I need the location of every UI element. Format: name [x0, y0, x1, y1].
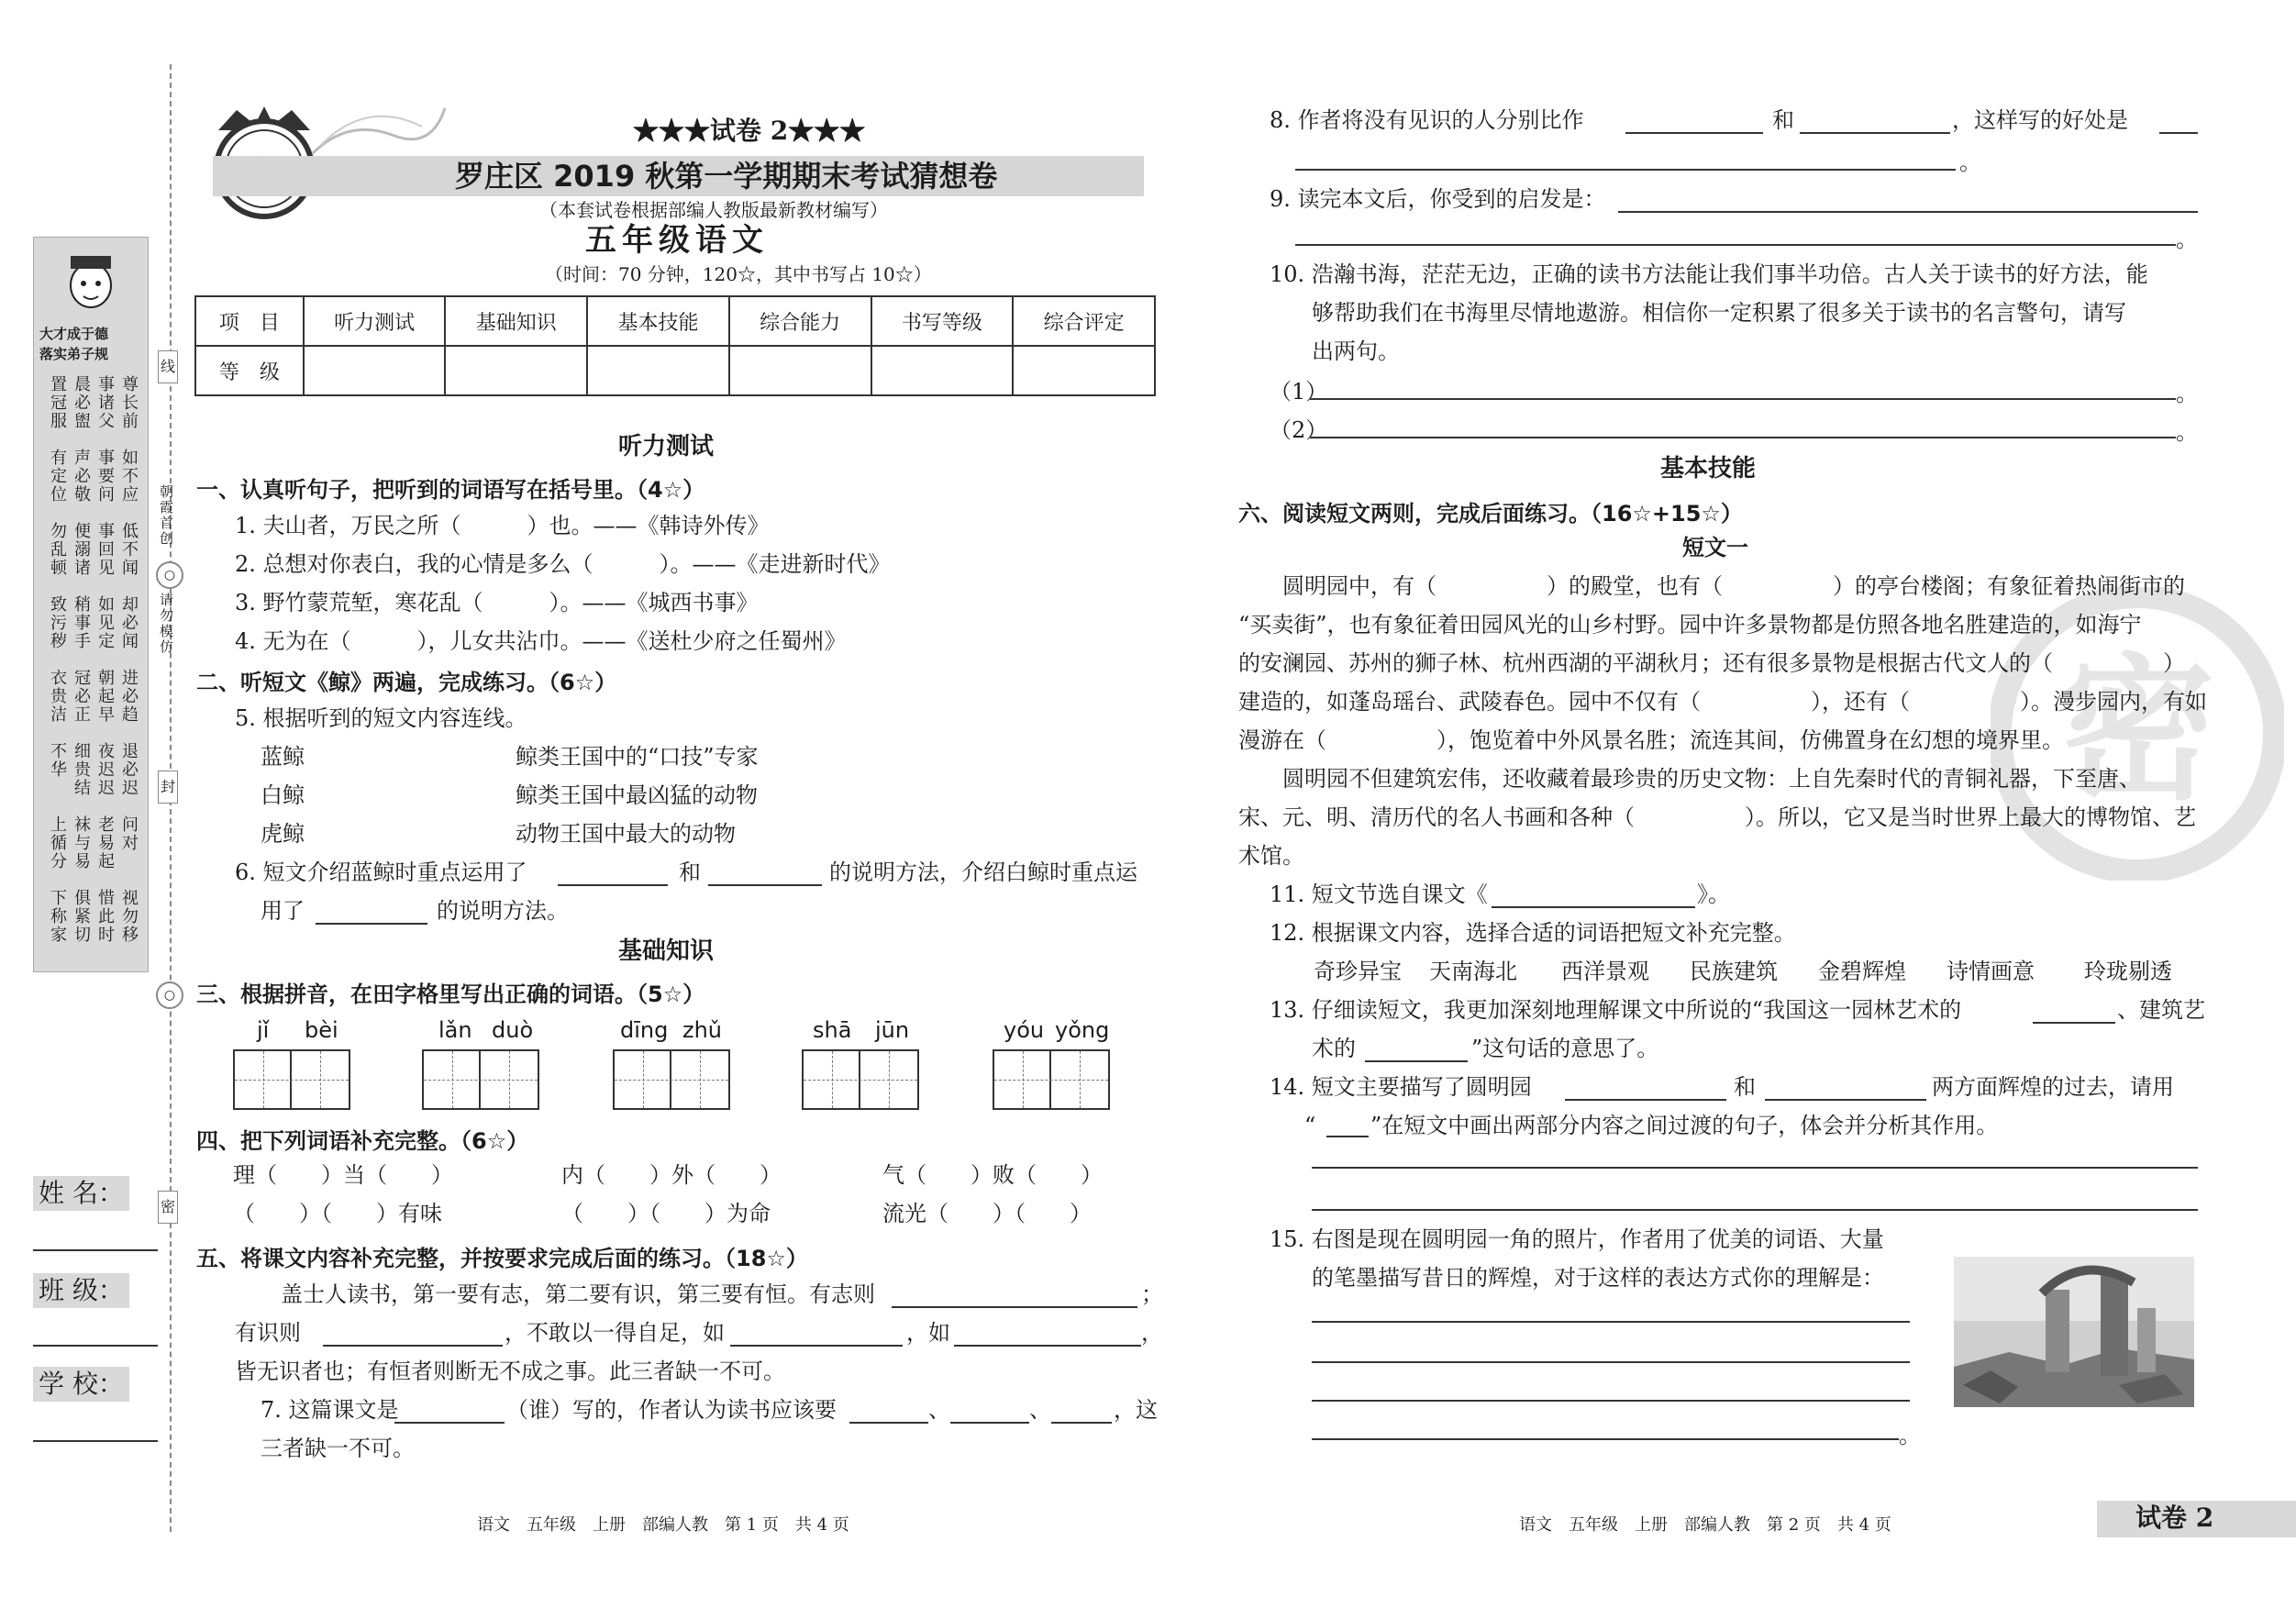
q11-blank[interactable] — [1492, 906, 1695, 908]
q14-quote-open: “ — [1304, 1113, 1316, 1138]
strip-text-column: 勿乱顿 — [48, 522, 67, 577]
strip-text-column: 低不闻 — [119, 522, 139, 577]
q13-text: 术的 — [1312, 1036, 1356, 1061]
paper-tag: 试卷 2 — [2135, 1503, 2214, 1533]
seal-mark-nocopy: 请勿模仿 — [158, 593, 174, 655]
q13-text: 、建筑艺 — [2117, 997, 2205, 1023]
q4-item[interactable]: 理（ ）当（ ） — [233, 1162, 453, 1188]
seal-mark-seal: 封 — [158, 771, 178, 804]
q8-answer-line[interactable] — [1295, 169, 1956, 171]
pinyin: zhǔ — [682, 1017, 723, 1043]
name-field[interactable] — [33, 1249, 158, 1251]
q8-and: 和 — [1772, 107, 1794, 133]
q14-blank[interactable] — [1565, 1099, 1726, 1101]
yuanmingyuan-ruins-photo — [1954, 1257, 2194, 1407]
q8-text: ，这样写的好处是 — [1952, 107, 2128, 133]
passage2-line: 宋、元、明、清历代的名人书画和各种（ ）。所以，它又是当时世界上最大的博物馆、艺 — [1238, 804, 2196, 830]
passage-blank[interactable] — [323, 1345, 503, 1347]
watermark-text: 密 — [2058, 640, 2216, 822]
q10-text: 出两句。 — [1312, 338, 1400, 364]
q14-text: 两方面辉煌的过去，请用 — [1932, 1074, 2174, 1100]
strip-text-block — [34, 375, 148, 962]
score-table — [194, 295, 1156, 396]
strip-text-column: 朝起早 — [95, 669, 115, 724]
q8-blank[interactable] — [1800, 132, 1950, 134]
passage1-title: 短文一 — [1682, 535, 1748, 560]
grade-cell[interactable] — [1013, 346, 1155, 395]
motto-line-2: 落实弟子规 — [39, 346, 109, 362]
q12-word-option[interactable]: 金碧辉煌 — [1818, 959, 1906, 984]
seal-mark-original: 朝霞首创 — [158, 484, 174, 547]
q14-answer-line[interactable] — [1312, 1209, 2198, 1211]
pinyin: shā — [813, 1017, 852, 1043]
seal-mark-line: 线 — [158, 350, 178, 383]
q6-and: 和 — [679, 859, 701, 885]
q7-text: 7. 这篇课文是 — [261, 1397, 399, 1423]
score-header-cell: 书写等级 — [871, 296, 1014, 346]
q14-text: 14. 短文主要描写了圆明园 — [1270, 1074, 1532, 1100]
score-header-cell: 综合能力 — [729, 296, 871, 346]
section-skills: 基本技能 — [1660, 455, 1757, 482]
q4-item[interactable]: （ ）（ ）为命 — [561, 1201, 771, 1226]
q12-word-option[interactable]: 天南海北 — [1429, 959, 1517, 984]
tianzige-grid[interactable] — [233, 1049, 350, 1110]
passage-text: ，如 — [906, 1320, 950, 1346]
q4-heading: 四、把下列词语补充完整。（6☆） — [196, 1128, 529, 1154]
strip-text-column: 如见定 — [95, 595, 115, 650]
grade-subject: 五年级语文 — [585, 222, 769, 259]
grade-cell[interactable] — [871, 346, 1014, 395]
grade-cell[interactable] — [445, 346, 587, 395]
q8-blank[interactable] — [2159, 132, 2198, 134]
q6-blank[interactable] — [316, 923, 427, 925]
pinyin: dīng — [620, 1017, 669, 1043]
strip-text-column: 不华 — [48, 742, 67, 779]
q14-blank[interactable] — [1765, 1099, 1926, 1101]
score-header-row — [195, 296, 1155, 346]
strip-text-column: 衣贵洁 — [48, 669, 67, 724]
whale-name[interactable]: 白鲸 — [261, 782, 305, 808]
grade-cell[interactable] — [587, 346, 729, 395]
passage-text: 盖士人读书，第一要有志，第二要有识，第三要有恒。有志则 — [281, 1281, 875, 1307]
q13-blank[interactable] — [1365, 1060, 1468, 1062]
strip-text-column: 俱紧切 — [72, 889, 91, 944]
q13-blank[interactable] — [2033, 1022, 2115, 1024]
q7-separator: 、 — [1029, 1397, 1051, 1423]
q1-heading: 一、认真听句子，把听到的词语写在括号里。（4☆） — [196, 477, 705, 503]
q12-word-option[interactable]: 玲珑剔透 — [2084, 959, 2172, 984]
q13-text: 13. 仔细读短文，我更加深刻地理解课文中所说的“我国这一园林艺术的 — [1270, 997, 1962, 1023]
q1-item: 4. 无为在（ ），儿女共沾巾。——《送杜少府之任蜀州》 — [235, 628, 847, 654]
q3-heading: 三、根据拼音，在田字格里写出正确的词语。（5☆） — [196, 981, 705, 1007]
q7-separator: 、 — [928, 1397, 950, 1423]
q4-item[interactable]: 流光（ ）（ ） — [882, 1201, 1092, 1226]
passage1-line: 漫游在（ ），饱览着中外风景名胜；流连其间，仿佛置身在幻想的境界里。 — [1238, 727, 2064, 753]
strip-text-column: 老易起 — [95, 815, 115, 871]
tianzige-grid[interactable] — [993, 1049, 1110, 1110]
passage-text: 皆无识者也；有恒者则断无不成之事。此三者缺一不可。 — [235, 1359, 785, 1384]
q15-period: 。 — [1899, 1423, 1921, 1448]
q4-item[interactable]: 气（ ）败（ ） — [882, 1162, 1103, 1188]
passage2-line: 术馆。 — [1238, 843, 1304, 869]
q15-answer-line[interactable] — [1312, 1321, 1910, 1323]
q6-text: 的说明方法。 — [437, 898, 569, 924]
q12-word-option[interactable]: 奇珍异宝 — [1314, 959, 1402, 984]
strip-text-column: 问对 — [119, 815, 139, 852]
grade-cell[interactable] — [304, 346, 446, 395]
q10-period: 。 — [2176, 419, 2198, 445]
q5-text: 5. 根据听到的短文内容连线。 — [235, 705, 527, 731]
q10-text: 10. 浩瀚书海，茫茫无边，正确的读书方法能让我们事半功倍。古人关于读书的好方法，能 — [1270, 261, 2148, 287]
q9-answer-line[interactable] — [1618, 211, 2198, 213]
tianzige-grid[interactable] — [422, 1049, 539, 1110]
strip-text-column: 进必趋 — [119, 669, 139, 724]
class-label: 班 级： — [33, 1273, 129, 1308]
strip-text-column: 冠必正 — [72, 669, 91, 724]
whale-description[interactable]: 鲸类王国中最凶猛的动物 — [516, 782, 758, 808]
strip-text-column: 袜与易 — [72, 815, 91, 871]
strip-text-column: 稍事手 — [72, 595, 91, 650]
section-listening: 听力测试 — [618, 433, 715, 460]
score-grade-row — [195, 346, 1155, 395]
pinyin: duò — [492, 1017, 534, 1043]
q5sec-heading: 五、将课文内容补充完整，并按要求完成后面的练习。（18☆） — [196, 1246, 808, 1271]
whale-description[interactable]: 鲸类王国中的“口技”专家 — [516, 744, 759, 770]
q15-text: 15. 右图是现在圆明园一角的照片，作者用了优美的词语、大量 — [1270, 1226, 1884, 1252]
time-note: （时间：70 分钟，120☆，其中书写占 10☆） — [545, 263, 932, 285]
q12-word-option[interactable]: 西洋景观 — [1561, 959, 1649, 984]
strip-text-column: 尊长前 — [119, 375, 139, 430]
grade-row-label: 等 级 — [195, 346, 304, 395]
strip-text-column: 置冠服 — [48, 375, 67, 430]
q1-item: 2. 总想对你表白，我的心情是多么（ ）。——《走进新时代》 — [235, 551, 891, 577]
q9-text: 9. 读完本文后，你受到的启发是： — [1270, 186, 1606, 212]
pinyin: yóu — [1004, 1017, 1045, 1043]
score-header-cell: 基本技能 — [587, 296, 729, 346]
q1-item: 3. 野竹蒙荒堑，寒花乱（ ）。——《城西书事》 — [235, 590, 759, 616]
q6-text: 6. 短文介绍蓝鲸时重点运用了 — [235, 859, 527, 885]
strip-text-column: 如不应 — [119, 449, 139, 504]
q9-period: 。 — [2176, 227, 2198, 252]
q1-item: 1. 夫山者，万民之所（ ）也。——《韩诗外传》 — [235, 513, 770, 538]
passage-text: 有识则 — [235, 1320, 301, 1346]
motto-line-1: 大才成于德 — [39, 326, 109, 342]
passage-comma: ， — [1141, 1320, 1163, 1346]
score-header-cell: 项 目 — [195, 296, 304, 346]
score-header-cell: 基础知识 — [445, 296, 587, 346]
q15-answer-line[interactable] — [1312, 1361, 1910, 1363]
scholar-cartoon-icon — [54, 245, 128, 318]
q15-answer-line[interactable] — [1312, 1438, 1899, 1440]
q10-period: 。 — [2176, 381, 2198, 406]
q14-and: 和 — [1734, 1074, 1756, 1100]
score-header-cell: 综合评定 — [1013, 296, 1155, 346]
q6-heading: 六、阅读短文两则，完成后面练习。（16☆+15☆） — [1238, 501, 1743, 527]
pinyin: bèi — [305, 1017, 338, 1043]
q10-answer-line[interactable] — [1310, 398, 2176, 400]
passage1-line: 建造的，如蓬岛瑶台、武陵春色。园中不仅有（ ），还有（ ）。漫步园内，有如 — [1238, 689, 2207, 715]
strip-text-column: 晨必盥 — [72, 375, 91, 430]
exam-title: 罗庄区 2019 秋第一学期期末考试猜想卷 — [455, 159, 998, 194]
pinyin: yǒng — [1055, 1017, 1110, 1043]
strip-text-column: 事要问 — [95, 449, 115, 504]
q11-text: 》。 — [1697, 882, 1730, 907]
passage-semicolon: ； — [1141, 1281, 1163, 1307]
q6-blank[interactable] — [558, 884, 668, 886]
strip-text-column: 细贵结 — [72, 742, 91, 797]
q14-symbol-blank[interactable] — [1326, 1136, 1369, 1137]
motto-strip — [33, 237, 149, 972]
whale-name[interactable]: 蓝鲸 — [261, 744, 305, 770]
grade-cell[interactable] — [729, 346, 871, 395]
q13-text: ”这句话的意思了。 — [1471, 1036, 1659, 1061]
q14-answer-line[interactable] — [1312, 1167, 2198, 1169]
paper-label: ★★★试卷 2★★★ — [633, 116, 866, 146]
strip-text-column: 退必迟 — [119, 742, 139, 797]
ribbon-decoration — [312, 99, 449, 163]
q7-blank[interactable] — [950, 1422, 1029, 1424]
q6-text: 的说明方法，介绍白鲸时重点运 — [829, 859, 1137, 885]
q7-text: （谁）写的，作者认为读书应该要 — [506, 1397, 837, 1423]
strip-text-column: 惜此时 — [95, 889, 115, 944]
passage-blank[interactable] — [954, 1345, 1141, 1347]
q10-answer-line[interactable] — [1310, 437, 2176, 438]
q12-text: 12. 根据课文内容，选择合适的词语把短文补充完整。 — [1270, 920, 1796, 946]
q4-item[interactable]: 内（ ）外（ ） — [561, 1162, 782, 1188]
strip-text-column: 事回见 — [95, 522, 115, 577]
section-basics: 基础知识 — [618, 937, 715, 965]
tianzige-grid[interactable] — [802, 1049, 919, 1110]
pinyin: lǎn — [438, 1017, 472, 1043]
seal-circle-icon: ○ — [156, 561, 183, 589]
q15-answer-line[interactable] — [1312, 1400, 1910, 1402]
seal-mark-secret: 密 — [158, 1191, 178, 1224]
q15-text: 的笔墨描写昔日的辉煌，对于这样的表达方式你的理解是： — [1312, 1265, 1884, 1291]
q6-blank[interactable] — [708, 884, 822, 886]
q10-number: （1） — [1270, 379, 1328, 405]
q7-blank[interactable] — [849, 1422, 928, 1424]
strip-text-column: 有定位 — [48, 449, 67, 504]
q8-period: 。 — [1959, 150, 1981, 175]
q9-answer-line[interactable] — [1295, 244, 2176, 246]
whale-description[interactable]: 动物王国中最大的动物 — [516, 821, 736, 847]
exam-subtitle: （本套试卷根据部编人教版最新教材编写） — [539, 199, 888, 221]
q8-blank[interactable] — [1625, 132, 1763, 134]
q6-text: 用了 — [261, 898, 305, 924]
strip-text-column: 夜迟迟 — [95, 742, 115, 797]
q7-text: 三者缺一不可。 — [261, 1436, 415, 1461]
passage1-line: “买卖街”，也有象征着田园风光的山乡村野。园中许多景物都是仿照各地名胜建造的，如海宁 — [1238, 612, 2142, 638]
score-header-cell: 听力测试 — [304, 296, 446, 346]
strip-text-column: 却必闻 — [119, 595, 139, 650]
q7-blank[interactable] — [394, 1422, 505, 1424]
passage-text: ，不敢以一得自足，如 — [505, 1320, 725, 1346]
q14-text: ”在短文中画出两部分内容之间过渡的句子，体会并分析其作用。 — [1370, 1113, 1999, 1138]
right-page-footer: 语文 五年级 上册 部编人教 第 2 页 共 4 页 — [1519, 1515, 1891, 1535]
pinyin: jūn — [875, 1017, 910, 1043]
q2-heading: 二、听短文《鲸》两遍，完成练习。（6☆） — [196, 670, 617, 695]
q12-word-bank — [1314, 956, 2231, 987]
q7-blank[interactable] — [1051, 1422, 1112, 1424]
strip-text-column: 便溺诸 — [72, 522, 91, 577]
whale-name[interactable]: 虎鲸 — [261, 821, 305, 847]
strip-text-column: 下称家 — [48, 889, 67, 944]
q8-text: 8. 作者将没有见识的人分别比作 — [1270, 107, 1584, 133]
q10-number: （2） — [1270, 417, 1328, 443]
q12-word-option[interactable]: 诗情画意 — [1947, 959, 2035, 984]
passage-blank[interactable] — [730, 1345, 903, 1347]
name-label: 姓 名： — [33, 1176, 129, 1211]
q12-word-option[interactable]: 民族建筑 — [1690, 959, 1778, 984]
passage1-line: 的安澜园、苏州的狮子林、杭州西湖的平湖秋月；还有很多景物是根据古代文人的（ ） — [1238, 650, 2185, 676]
q11-text: 11. 短文节选自课文《 — [1270, 882, 1488, 907]
q4-item[interactable]: （ ）（ ）有味 — [233, 1201, 442, 1226]
school-field[interactable] — [33, 1440, 158, 1442]
strip-text-column: 声必敬 — [72, 449, 91, 504]
strip-text-column: 致污秽 — [48, 595, 67, 650]
q7-text: ，这 — [1114, 1397, 1158, 1423]
class-field[interactable] — [33, 1345, 158, 1347]
school-label: 学 校： — [33, 1367, 129, 1402]
left-page-footer: 语文 五年级 上册 部编人教 第 1 页 共 4 页 — [477, 1515, 849, 1535]
strip-text-column: 视勿移 — [119, 889, 139, 944]
pinyin: jǐ — [257, 1017, 270, 1043]
tianzige-grid[interactable] — [613, 1049, 730, 1110]
passage2-line: 圆明园不但建筑宏伟，还收藏着最珍贵的历史文物：上自先秦时代的青铜礼器，下至唐、 — [1282, 766, 2141, 792]
strip-text-column: 上循分 — [48, 815, 67, 871]
passage1-line: 圆明园中，有（ ）的殿堂，也有（ ）的亭台楼阁；有象征着热闹街市的 — [1282, 573, 2185, 599]
q10-text: 够帮助我们在书海里尽情地遨游。相信你一定积累了很多关于读书的名言警句，请写 — [1312, 300, 2126, 326]
passage-blank[interactable] — [892, 1306, 1137, 1308]
strip-text-column: 事诸父 — [95, 375, 115, 430]
seal-circle-icon-2: ○ — [156, 981, 183, 1009]
